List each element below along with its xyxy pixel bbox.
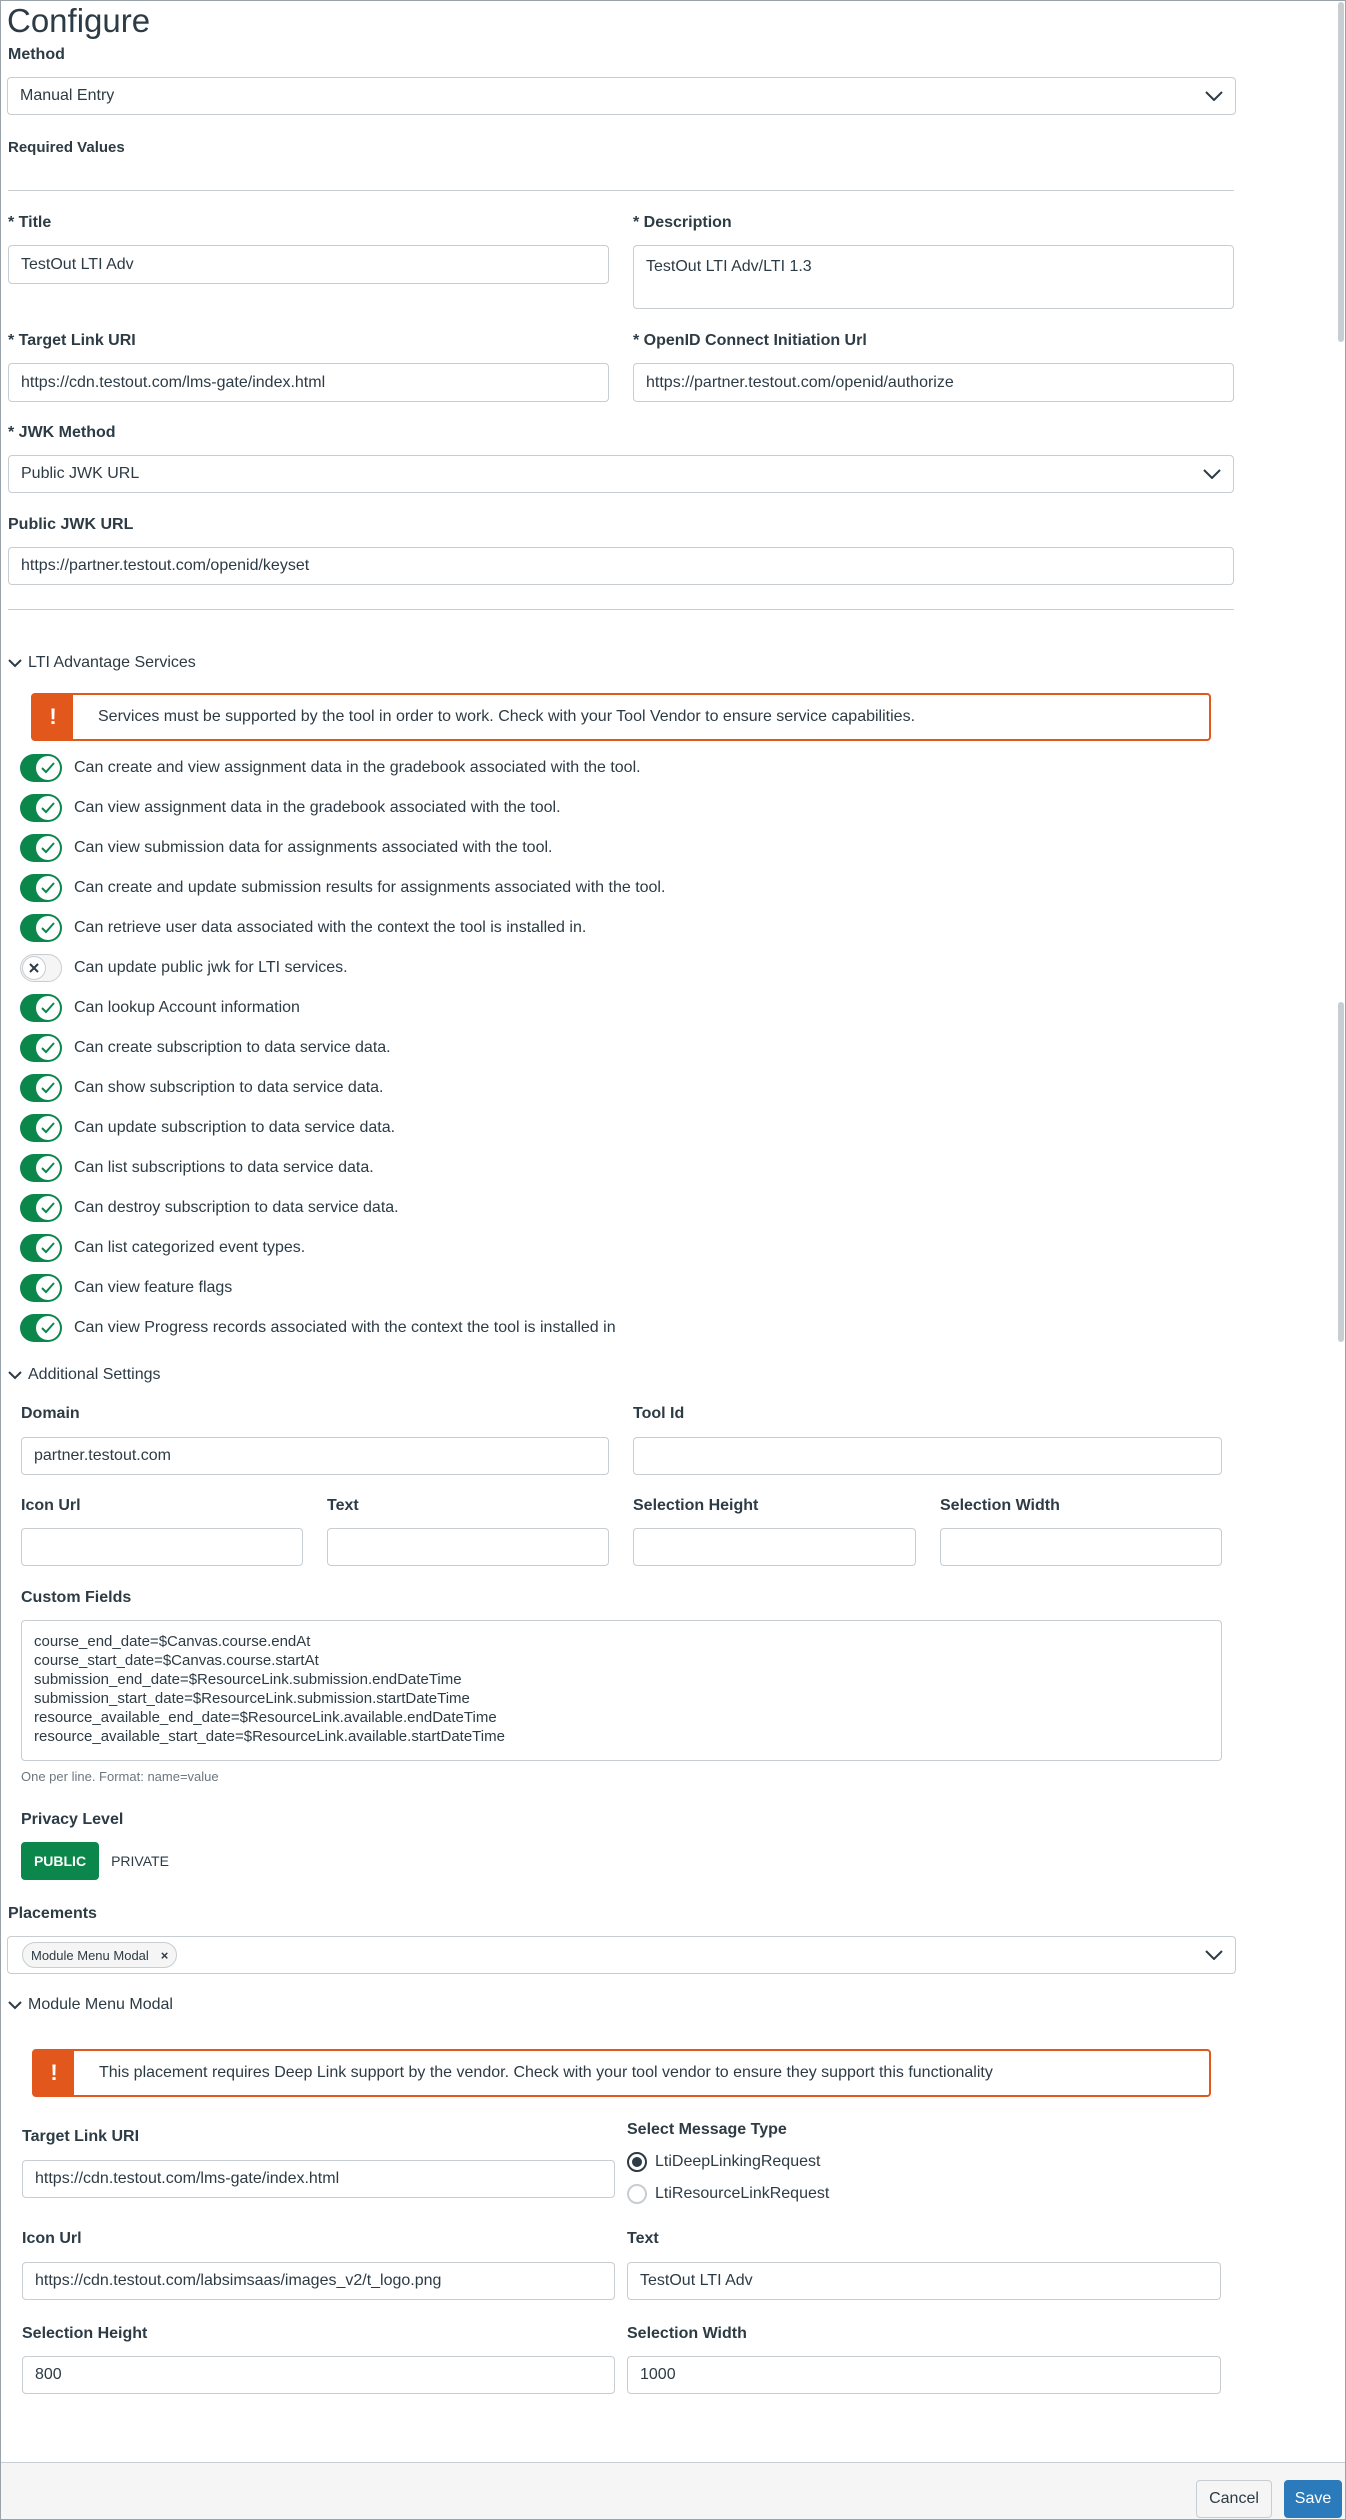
mm-target-link-label: Target Link URI	[22, 2128, 140, 2145]
service-toggle-switch[interactable]	[20, 754, 62, 782]
public-jwk-input[interactable]	[8, 547, 1234, 585]
mm-text-value: TestOut LTI Adv	[640, 2272, 753, 2289]
jwk-method-select-value: Public JWK URL	[21, 465, 140, 482]
module-menu-modal-toggle-label: Module Menu Modal	[28, 1996, 173, 2013]
service-toggle-label: Can update subscription to data service data.	[74, 1119, 396, 1136]
placements-label: Placements	[8, 1905, 97, 1922]
radio-lti-deep-linking-label: LtiDeepLinkingRequest	[655, 2153, 821, 2170]
check-icon	[36, 1196, 60, 1220]
additional-settings-toggle[interactable]	[8, 1366, 161, 1384]
check-icon	[36, 796, 60, 820]
mm-icon-url-input[interactable]	[22, 2262, 615, 2300]
deep-link-warning-text: This placement requires Deep Link support by the vendor. Check with your tool vendor to ensure they support this functionality	[99, 2064, 993, 2081]
chevron-down-icon	[8, 2000, 22, 2010]
check-icon	[36, 1316, 60, 1340]
openid-input-value: https://partner.testout.com/openid/authorize	[646, 373, 954, 391]
domain-input-value: partner.testout.com	[34, 1447, 171, 1464]
service-toggle-row[interactable]	[20, 1073, 384, 1103]
required-values-heading: Required Values	[8, 139, 125, 156]
warning-icon: !	[33, 695, 73, 739]
scrollbar-thumb-upper[interactable]	[1338, 2, 1344, 342]
radio-unchecked-icon[interactable]	[627, 2184, 647, 2204]
x-icon	[22, 956, 46, 980]
service-toggle-row[interactable]	[20, 873, 665, 903]
chevron-down-icon	[1205, 1950, 1223, 1960]
title-input-value: TestOut LTI Adv	[21, 255, 134, 273]
service-toggle-switch[interactable]	[20, 1154, 62, 1182]
service-toggle-row[interactable]	[20, 793, 561, 823]
title-input[interactable]	[8, 245, 609, 284]
radio-lti-deep-linking[interactable]	[627, 2152, 820, 2172]
service-toggle-row[interactable]	[20, 1153, 374, 1183]
check-icon	[36, 1076, 60, 1100]
title-label: * Title	[8, 214, 52, 231]
check-icon	[36, 1236, 60, 1260]
mm-target-link-value: https://cdn.testout.com/lms-gate/index.html	[35, 2170, 340, 2187]
openid-label: * OpenID Connect Initiation Url	[633, 332, 867, 349]
check-icon	[36, 1116, 60, 1140]
mm-selection-height-value: 800	[35, 2366, 62, 2383]
target-link-label: * Target Link URI	[8, 332, 136, 349]
service-toggle-label: Can lookup Account information	[74, 999, 300, 1016]
service-toggle-label: Can view submission data for assignments associated with the tool.	[74, 839, 553, 856]
method-label: Method	[8, 46, 65, 63]
check-icon	[36, 1036, 60, 1060]
dialog-footer	[1, 2462, 1345, 2519]
service-toggle-label: Can create and update submission results for assignments associated with the tool.	[74, 879, 666, 896]
service-toggle-row[interactable]	[20, 953, 348, 983]
method-select-value: Manual Entry	[20, 87, 115, 104]
mm-selection-height-input[interactable]	[22, 2356, 615, 2394]
method-select[interactable]	[7, 77, 1236, 115]
domain-input[interactable]	[21, 1437, 609, 1475]
placement-tag-module-menu-modal[interactable]	[22, 1942, 177, 1968]
privacy-public-button[interactable]: PUBLIC	[21, 1842, 99, 1880]
service-toggle-label: Can view feature flags	[74, 1279, 233, 1296]
check-icon	[36, 876, 60, 900]
domain-label: Domain	[21, 1405, 80, 1422]
placement-tag-label: Module Menu Modal	[31, 1947, 149, 1963]
service-toggle-switch[interactable]	[20, 1114, 62, 1142]
scrollbar-thumb[interactable]	[1338, 1002, 1344, 1342]
radio-checked-icon[interactable]	[627, 2152, 647, 2172]
service-toggle-row[interactable]	[20, 1033, 391, 1063]
service-toggle-switch[interactable]	[20, 834, 62, 862]
service-toggle-label: Can show subscription to data service data.	[74, 1079, 384, 1096]
services-warning-alert	[31, 693, 1211, 741]
custom-fields-label: Custom Fields	[21, 1589, 132, 1606]
service-toggle-switch[interactable]	[20, 874, 62, 902]
privacy-level-label: Privacy Level	[21, 1811, 124, 1828]
target-link-input[interactable]	[8, 363, 609, 402]
page-title: Configure	[7, 2, 151, 39]
chevron-down-icon	[8, 1370, 22, 1380]
scrollbar[interactable]	[1336, 2, 1344, 2460]
selection-width-label: Selection Width	[940, 1497, 1060, 1514]
save-button[interactable]: Save	[1284, 2480, 1342, 2518]
mm-selection-width-value: 1000	[640, 2366, 676, 2383]
icon-url-input[interactable]	[21, 1528, 303, 1566]
additional-settings-toggle-label: Additional Settings	[28, 1366, 161, 1383]
chevron-down-icon	[1203, 469, 1221, 479]
openid-input[interactable]	[633, 363, 1234, 402]
public-jwk-label: Public JWK URL	[8, 516, 134, 533]
selection-height-label: Selection Height	[633, 1497, 759, 1514]
icon-url-label: Icon Url	[21, 1497, 81, 1514]
privacy-private-button[interactable]: PRIVATE	[111, 1853, 169, 1869]
chevron-down-icon	[8, 658, 22, 668]
message-type-label: Select Message Type	[627, 2121, 787, 2138]
placements-select[interactable]	[7, 1936, 1236, 1974]
service-toggle-label: Can retrieve user data associated with the context the tool is installed in.	[74, 919, 587, 936]
description-textarea-value: TestOut LTI Adv/LTI 1.3	[646, 258, 812, 275]
check-icon	[36, 836, 60, 860]
service-toggle-label: Can list subscriptions to data service data.	[74, 1159, 374, 1176]
service-toggle-switch[interactable]	[20, 1274, 62, 1302]
service-toggle-row[interactable]	[20, 1113, 395, 1143]
jwk-method-label: * JWK Method	[8, 424, 116, 441]
service-toggle-label: Can list categorized event types.	[74, 1239, 306, 1256]
service-toggle-switch[interactable]	[20, 1194, 62, 1222]
service-toggle-label: Can view Progress records associated with the context the tool is installed in	[74, 1319, 616, 1336]
lti-services-toggle[interactable]	[8, 654, 196, 672]
public-jwk-input-value: https://partner.testout.com/openid/keyset	[21, 557, 310, 574]
description-label: * Description	[633, 214, 732, 231]
mm-selection-height-label: Selection Height	[22, 2325, 148, 2342]
tool-id-input[interactable]	[633, 1437, 1222, 1475]
warning-icon: !	[34, 2051, 74, 2095]
mm-text-label: Text	[627, 2230, 659, 2247]
service-toggle-row[interactable]	[20, 993, 300, 1023]
tool-id-label: Tool Id	[633, 1405, 685, 1422]
service-toggle-label: Can view assignment data in the gradebook associated with the tool.	[74, 799, 561, 816]
chevron-down-icon	[1205, 91, 1223, 101]
check-icon	[36, 1156, 60, 1180]
divider	[8, 609, 1234, 610]
service-toggle-switch[interactable]	[20, 1234, 62, 1262]
custom-fields-help: One per line. Format: name=value	[21, 1769, 219, 1784]
text-input[interactable]	[327, 1528, 609, 1566]
description-textarea[interactable]	[633, 245, 1234, 309]
mm-icon-url-label: Icon Url	[22, 2230, 82, 2247]
service-toggle-switch[interactable]	[20, 994, 62, 1022]
service-toggle-row[interactable]	[20, 1273, 232, 1303]
services-warning-text: Services must be supported by the tool in order to work. Check with your Tool Vendor to ensure service capabilities.	[98, 708, 916, 725]
service-toggle-switch[interactable]	[20, 954, 62, 982]
jwk-method-select[interactable]	[8, 455, 1234, 493]
check-icon	[36, 1276, 60, 1300]
service-toggle-switch[interactable]	[20, 1034, 62, 1062]
service-toggle-switch[interactable]	[20, 1314, 62, 1342]
check-icon	[36, 756, 60, 780]
service-toggle-switch[interactable]	[20, 1074, 62, 1102]
module-menu-modal-toggle[interactable]	[8, 1996, 173, 2014]
target-link-input-value: https://cdn.testout.com/lms-gate/index.html	[21, 373, 326, 391]
service-toggle-row[interactable]	[20, 1233, 305, 1263]
divider	[8, 190, 1234, 191]
mm-icon-url-value: https://cdn.testout.com/labsimsaas/images_v2/t_logo.png	[35, 2272, 442, 2289]
mm-text-input[interactable]	[627, 2262, 1221, 2300]
service-toggle-row[interactable]	[20, 833, 552, 863]
check-icon	[36, 996, 60, 1020]
radio-lti-resource-link-label: LtiResourceLinkRequest	[655, 2185, 830, 2202]
service-toggle-label: Can update public jwk for LTI services.	[74, 959, 348, 976]
service-toggle-label: Can destroy subscription to data service data.	[74, 1199, 399, 1216]
deep-link-warning-alert	[32, 2049, 1211, 2097]
text-label: Text	[327, 1497, 359, 1514]
service-toggle-switch[interactable]	[20, 794, 62, 822]
service-toggle-switch[interactable]	[20, 914, 62, 942]
mm-selection-width-label: Selection Width	[627, 2325, 747, 2342]
custom-fields-textarea[interactable]	[21, 1620, 1222, 1761]
remove-icon[interactable]: ×	[160, 1947, 169, 1963]
check-icon	[36, 916, 60, 940]
service-toggle-row[interactable]	[20, 753, 641, 783]
service-toggle-label: Can create and view assignment data in the gradebook associated with the tool.	[74, 759, 641, 776]
service-toggle-label: Can create subscription to data service data.	[74, 1039, 391, 1056]
selection-width-input[interactable]	[940, 1528, 1222, 1566]
mm-selection-width-input[interactable]	[627, 2356, 1221, 2394]
radio-lti-resource-link[interactable]	[627, 2184, 829, 2204]
custom-fields-value: course_end_date=$Canvas.course.endAt course_start_date=$Canvas.course.startAt submission_end_date=$ResourceLink.submission.endDateTime submission_start_date=$ResourceLink.submission.startDateTime resource_available_end_date=$ResourceLink.available.endDateTime resource_available_start_date=$ResourceLink.available.startDateTime	[34, 1633, 505, 1745]
service-toggle-row[interactable]	[20, 1313, 616, 1343]
service-toggle-row[interactable]	[20, 913, 586, 943]
mm-target-link-input[interactable]	[22, 2160, 615, 2198]
selection-height-input[interactable]	[633, 1528, 916, 1566]
cancel-button[interactable]: Cancel	[1196, 2480, 1272, 2518]
lti-services-toggle-label: LTI Advantage Services	[28, 654, 196, 671]
service-toggle-row[interactable]	[20, 1193, 399, 1223]
